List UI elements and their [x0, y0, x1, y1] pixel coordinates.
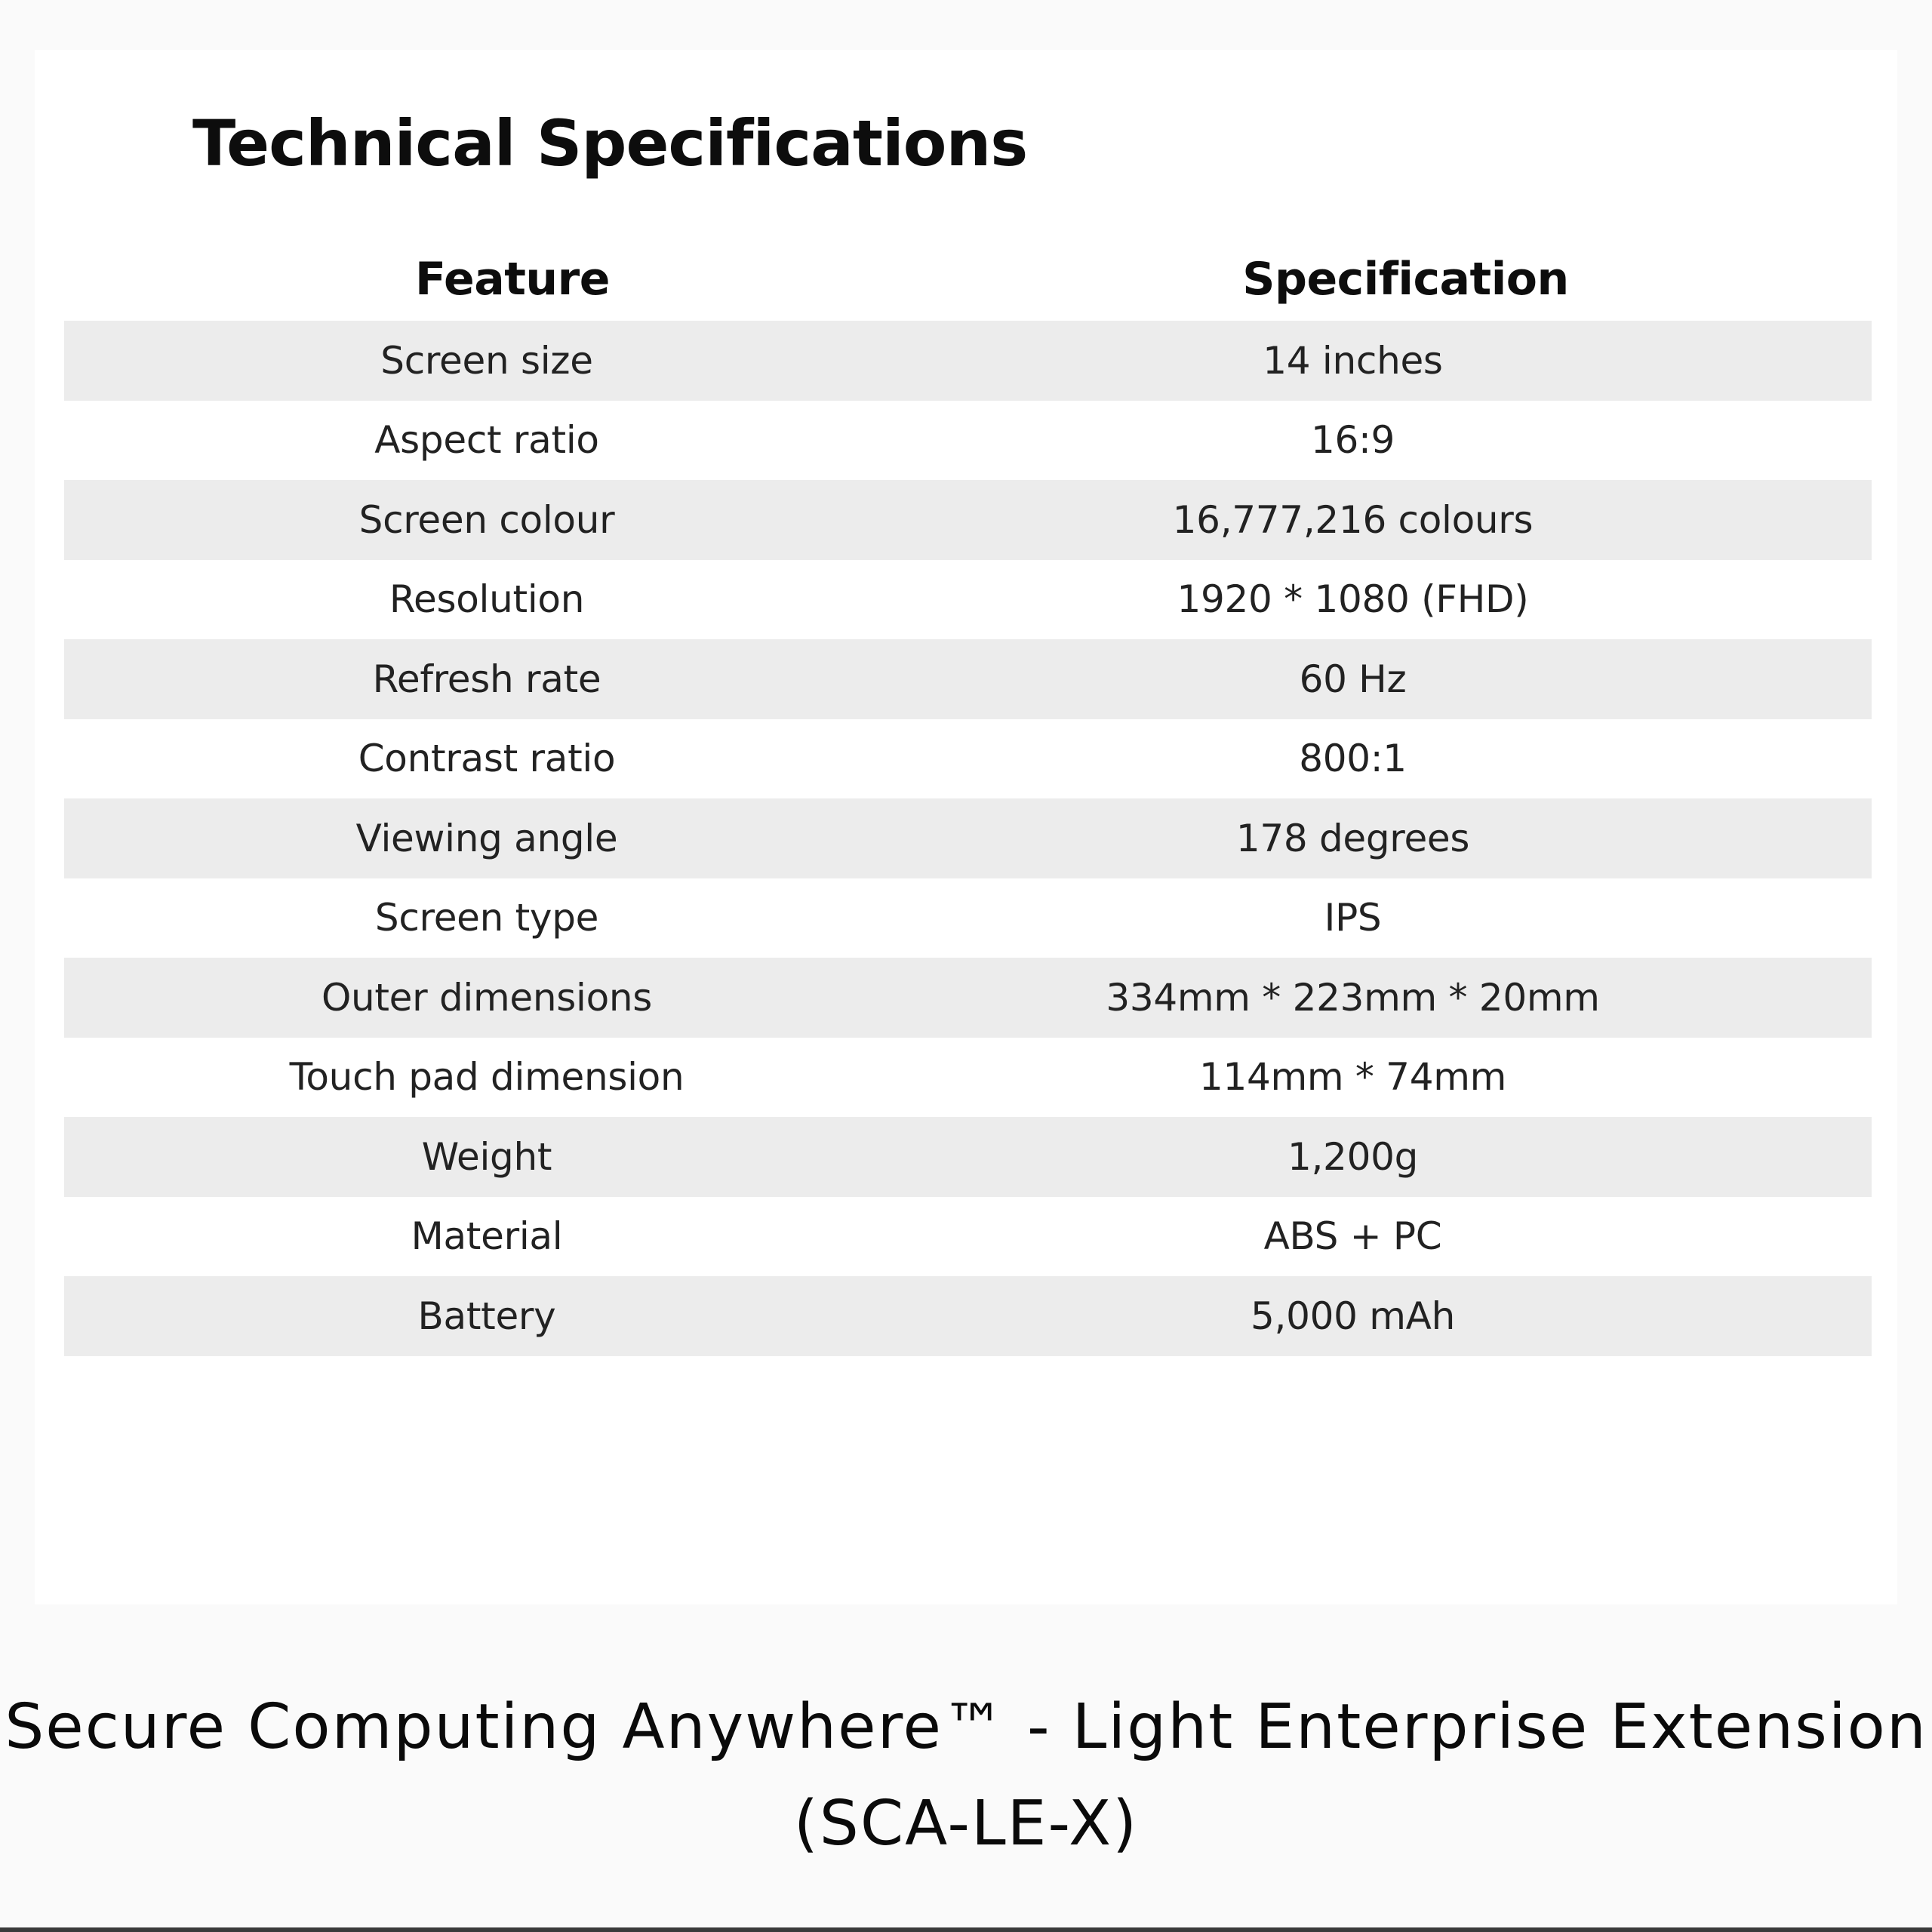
- feature-cell: Viewing angle: [64, 798, 940, 878]
- specification-cell: IPS: [1324, 896, 1382, 940]
- table-row: [64, 401, 1872, 481]
- product-code: (SCA-LE-X): [793, 1788, 1139, 1860]
- table-row: [64, 1276, 1872, 1356]
- spec-table: [64, 238, 1872, 1356]
- table-row: [64, 1117, 1872, 1197]
- specification-cell: 5,000 mAh: [940, 1276, 1872, 1356]
- feature-cell: Contrast ratio: [358, 737, 616, 781]
- page-title: Technical Specifications: [192, 106, 1028, 180]
- specification-cell: 16:9: [1310, 418, 1395, 463]
- table-row: [64, 719, 1872, 799]
- product-name: Secure Computing Anywhere™ - Light Enterprise Extension: [5, 1691, 1927, 1763]
- feature-cell: Battery: [64, 1276, 940, 1356]
- table-row: [64, 878, 1872, 958]
- table-row: [64, 798, 1872, 878]
- table-row: [64, 480, 1872, 560]
- feature-cell: Outer dimensions: [64, 958, 940, 1038]
- feature-cell: Material: [411, 1214, 563, 1259]
- feature-cell: Weight: [64, 1117, 940, 1197]
- feature-cell: Refresh rate: [64, 639, 940, 719]
- specification-cell: 114mm * 74mm: [1198, 1055, 1507, 1100]
- specification-cell: 60 Hz: [940, 639, 1872, 719]
- table-row: [64, 560, 1872, 640]
- feature-cell: Screen size: [64, 321, 940, 401]
- column-header-specification: Specification: [1242, 253, 1569, 306]
- specification-cell: 334mm * 223mm * 20mm: [940, 958, 1872, 1038]
- table-row: [64, 639, 1872, 719]
- specification-cell: 1920 * 1080 (FHD): [1177, 577, 1529, 622]
- bottom-divider: [0, 1927, 1932, 1932]
- specification-cell: ABS + PC: [1263, 1214, 1442, 1259]
- specification-cell: 800:1: [1299, 737, 1407, 781]
- specification-cell: 178 degrees: [940, 798, 1872, 878]
- feature-cell: Aspect ratio: [374, 418, 599, 463]
- table-header-row: [64, 238, 1872, 321]
- product-caption: [0, 1679, 1932, 1872]
- table-row: [64, 958, 1872, 1038]
- table-body: [64, 321, 1872, 1356]
- feature-cell: Touch pad dimension: [289, 1055, 685, 1100]
- specification-cell: 14 inches: [940, 321, 1872, 401]
- feature-cell: Resolution: [389, 577, 585, 622]
- table-row: [64, 321, 1872, 401]
- column-header-feature: Feature: [415, 253, 610, 306]
- table-row: [64, 1038, 1872, 1118]
- specification-cell: 1,200g: [940, 1117, 1872, 1197]
- specification-cell: 16,777,216 colours: [940, 480, 1872, 560]
- feature-cell: Screen type: [374, 896, 599, 940]
- feature-cell: Screen colour: [64, 480, 940, 560]
- table-row: [64, 1197, 1872, 1277]
